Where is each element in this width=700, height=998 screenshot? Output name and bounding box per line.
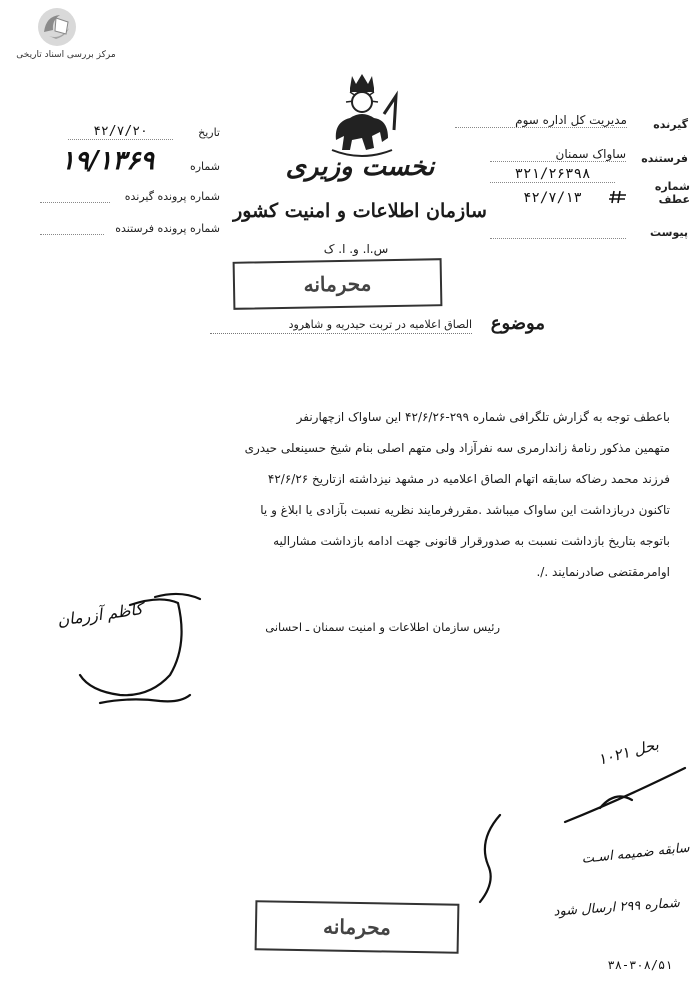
date-label: تاریخ [198,126,220,139]
confidential-stamp-top: محرمانه [233,258,443,310]
handwritten-note-1: بحل ۱۰۲۱ [595,735,661,769]
body-line: باتوجه بتاریخ بازداشت نسبت به صدورقرار قانونی جهت ادامه بازداشت مشارالیه [273,534,670,548]
recipient-file-line [40,202,110,203]
archive-name: مرکز بررسی اسناد تاریخی [16,50,116,60]
org-title-line2: سازمان اطلاعات و امنیت کشور [233,200,487,222]
body-line: تاکنون دربازداشت این ساواک میباشد .مقررفرمایند نظریه نسبت بآزادی یا ابلاغ و یا [260,503,670,517]
lion-and-sun-emblem-icon [322,70,402,160]
signature-line: رئیس سازمان اطلاعات و امنیت سمنان ـ احسانی [265,620,500,634]
org-code: س.ا. و. ا. ک [323,242,389,256]
number-label: شماره [189,160,220,173]
handwritten-bracket [470,810,530,910]
body-line: فرزند محمد رضاکه سابقه اتهام الصاق اعلامیه در مشهد نیزداشته ازتاریخ ۴۲/۶/۲۶ [267,472,670,486]
sender-file-label: شماره پرونده فرستنده [115,222,220,235]
ref-date: ۴۲/۷/۱۳ [522,190,582,206]
org-title-line1: نخست وزیری [285,152,435,182]
signature-name: کاظم آزرمان [56,599,144,630]
handwritten-note-3: شماره ۲۹۹ ارسال شود [553,895,681,920]
body-line: باعطف توجه به گزارش تلگرافی شماره ۲۹۹-۴۲/۶/۲۶ این ساواک ازچهارنفر [296,410,670,424]
number-value: ۱۹/۱۳۶۹ [60,146,155,176]
ref-number: ۳۲۱/۲۶۳۹۸ [490,166,615,183]
confidential-stamp-bottom: محرمانه [255,900,460,954]
body-line: متهمین مذکور رنامهٔ زاندارمری سه نفرآزاد ولی متهم اصلی بنام شیخ حسینعلی حیدری [244,441,670,455]
ref-label: شماره عطف [654,180,690,206]
recipient-value: مدیریت کل اداره سوم [455,113,627,128]
body-line: اوامرمقتضی صادرنمایند ./. [536,565,670,579]
letter-body [40,407,670,593]
sender-value: ساواک سمنان [490,147,626,162]
subject-text: الصاق اعلامیه در تربت حیدریه و شاهرود [210,318,472,334]
attachment-line [490,238,626,239]
sender-file-line [40,234,104,235]
attachment-label: پیوست [650,226,688,239]
handwritten-stroke [560,760,690,830]
hash-mark-icon [608,190,630,204]
handwritten-note-2: سابقه ضمیمه اسـت [580,840,691,867]
file-number: ۳۸-۳۰۸/۵۱ [607,958,673,972]
recipient-file-label: شماره پرونده گیرنده [124,190,220,203]
subject-label: موضوع [490,313,545,334]
archive-logo-icon [36,6,78,48]
date-value: ۴۲/۷/۲۰ [68,124,173,140]
recipient-label: گیرنده [653,118,688,131]
signature-scribble [60,585,210,725]
sender-label: فرستنده [641,152,688,165]
